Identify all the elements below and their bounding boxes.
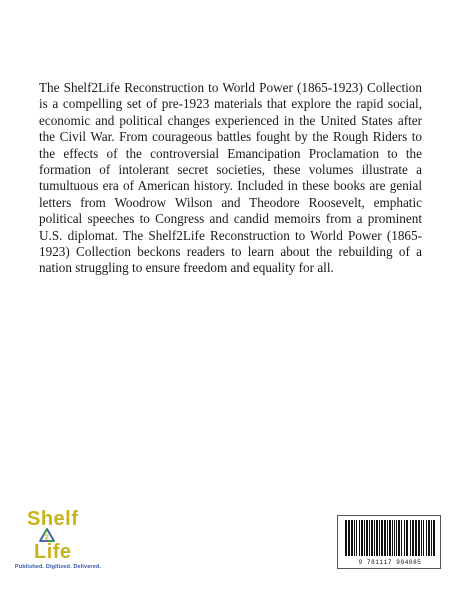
logo-word-shelf: Shelf	[27, 508, 79, 530]
barcode-bar	[418, 520, 420, 556]
logo-mark-digit: 2	[45, 534, 49, 542]
barcode-bar	[401, 520, 402, 556]
barcode-bar	[364, 520, 365, 556]
barcode-bar	[410, 520, 411, 556]
barcode-bar	[384, 520, 386, 556]
barcode-bar	[412, 520, 414, 556]
barcode-bar	[431, 520, 432, 556]
barcode-bar	[415, 520, 417, 556]
barcode-bar	[404, 520, 405, 556]
barcode-bar	[376, 520, 378, 556]
barcode-bar	[366, 520, 368, 556]
barcode-bar	[359, 520, 360, 556]
barcode-bar	[426, 520, 427, 556]
barcode-bar	[371, 520, 373, 556]
barcode-bar	[361, 520, 363, 556]
barcode-bar	[354, 520, 355, 556]
barcode-bar	[423, 520, 424, 556]
logo-tagline: Published. Digitized. Delivered.	[14, 564, 102, 570]
barcode-bar	[374, 520, 375, 556]
barcode-bar	[369, 520, 370, 556]
barcode-bar	[387, 520, 388, 556]
barcode-bar	[351, 520, 353, 556]
barcode-bar	[389, 520, 391, 556]
barcode-bar	[396, 520, 397, 556]
back-cover-description: The Shelf2Life Reconstruction to World Power (1865-1923) Collection is a compelling set of pre-1923 materials that explore the rapid social, economic and political changes experienced in the United States after the Civil War. From courageous battles fought by the Rough Riders to the effects of the controversial Emancipation Proclamation to the formation of intolerant secret societies, these volumes illustrate a tumultuous era of American history. Included in these books are genial letters from Woodrow Wilson and Theodore Roosevelt, emphatic political speeches to Congress and candid memoirs from a prominent U.S. diplomat. The Shelf2Life Reconstruction to World Power (1865-1923) Collection beckons readers to learn about the rebuilding of a nation struggling to ensure freedom and equality for all.	[39, 80, 422, 276]
barcode-bar	[356, 520, 357, 556]
barcode-bar	[394, 520, 395, 556]
barcode-bar	[381, 520, 383, 556]
logo-word-life: Life	[34, 541, 72, 563]
barcode-digits: 9 781117 904085	[358, 559, 422, 566]
barcode-bar	[379, 520, 380, 556]
barcode-bar	[392, 520, 393, 556]
isbn-barcode	[337, 515, 441, 569]
barcode-bar	[421, 520, 422, 556]
barcode-bar	[433, 520, 435, 556]
barcode-bar	[348, 520, 350, 556]
barcode-bar	[406, 520, 408, 556]
barcode-bar	[428, 520, 430, 556]
shelf2life-logo	[8, 509, 108, 573]
barcode-bars	[345, 520, 435, 556]
barcode-bar	[398, 520, 400, 556]
barcode-bar	[345, 520, 347, 556]
